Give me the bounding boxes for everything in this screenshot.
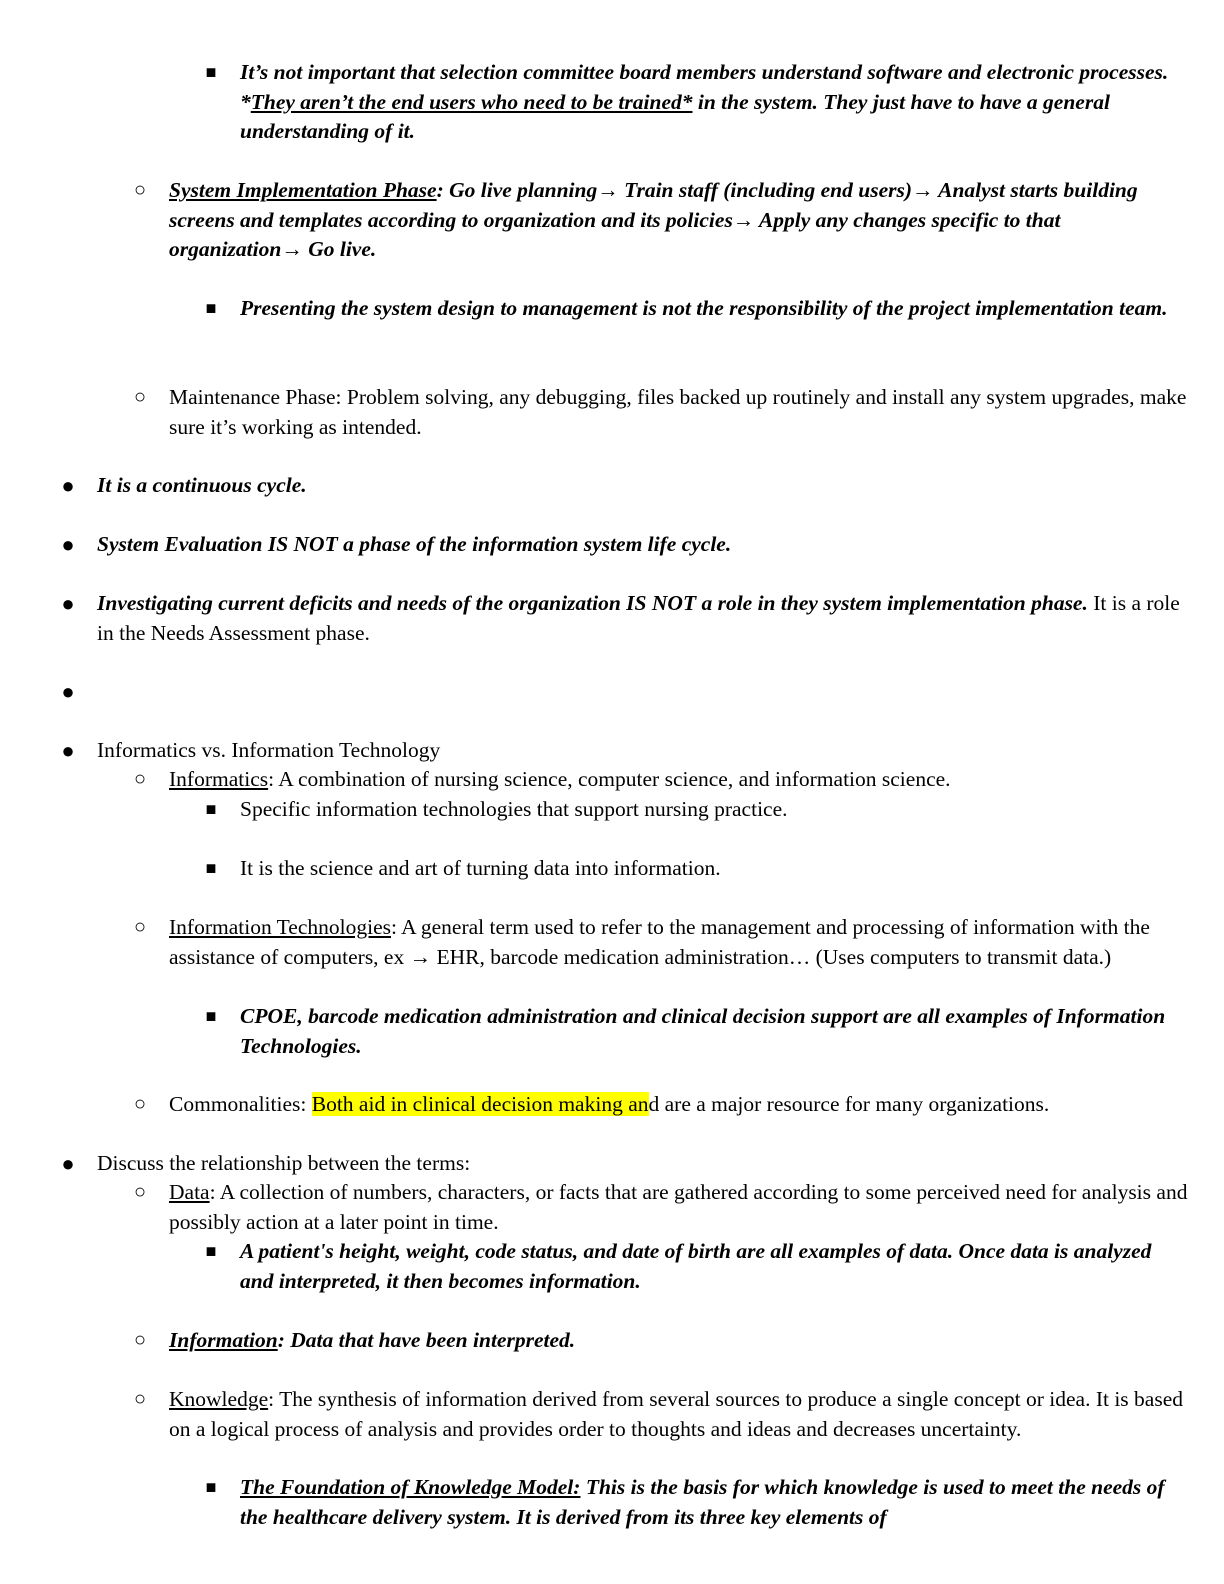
text-run: Discuss the relationship between the terms: — [97, 1151, 471, 1175]
bullet-square-icon: ■ — [205, 799, 217, 819]
text-run: Specific information technologies that support nursing practice. — [240, 797, 788, 821]
bullet-disc-icon: ● — [61, 532, 75, 557]
text-run: Knowledge — [169, 1387, 269, 1411]
list-item-text — [97, 530, 1190, 560]
list-item-text — [240, 1473, 1190, 1532]
bullet-circle-icon: ○ — [133, 768, 147, 790]
list-item-text — [169, 1090, 1190, 1120]
list-item-text — [97, 1149, 1190, 1179]
text-run: : Go live planning→ Train staff (including end users)→ Analyst starts building screens and templates according to organization and its policies→ Apply any changes specific to that organization→ Go live. — [169, 178, 1138, 261]
bullet-circle-icon: ○ — [133, 1181, 147, 1203]
text-run: It is the science and art of turning data into information. — [240, 856, 721, 880]
text-run: Data — [169, 1180, 210, 1204]
text-run: d are a major resource for many organizations. — [648, 1092, 1050, 1116]
bullet-square-icon: ■ — [205, 1241, 217, 1261]
text-run: It is a role in the Needs Assessment phase. — [97, 591, 1180, 645]
bullet-disc-icon: ● — [61, 591, 75, 616]
list-item-text — [240, 854, 1190, 884]
bullet-circle-icon: ○ — [133, 179, 147, 201]
list-item-text — [97, 589, 1190, 648]
list-item-text — [240, 58, 1190, 147]
bullet-circle-icon: ○ — [133, 1093, 147, 1115]
text-run: : The synthesis of information derived from several sources to produce a single concept or idea. It is based on a logical process of analysis and provides order to thoughts and ideas and decreases uncertainty. — [169, 1387, 1183, 1441]
text-run: Informatics — [169, 767, 269, 791]
text-run: It’s not important that selection committee board members understand software and electronic processes. * — [240, 60, 1169, 114]
text-run: It is a continuous cycle. — [97, 473, 307, 497]
list-item-text — [240, 294, 1190, 324]
bullet-disc-icon: ● — [61, 473, 75, 498]
bullet-disc-icon: ● — [61, 679, 75, 704]
text-run: : A combination of nursing science, computer science, and information science. — [268, 767, 951, 791]
bullet-disc-icon: ● — [61, 738, 75, 763]
text-run: Commonalities: — [169, 1092, 312, 1116]
bullet-disc-icon: ● — [61, 1151, 75, 1176]
list-item-text — [169, 913, 1190, 972]
list-item-text — [169, 1178, 1190, 1237]
text-run: Information — [169, 1328, 278, 1352]
bullet-square-icon: ■ — [205, 1477, 217, 1497]
bullet-square-icon: ■ — [205, 1006, 217, 1026]
text-run: : A collection of numbers, characters, or facts that are gathered according to some perceived need for analysis and possibly action at a later point in time. — [169, 1180, 1188, 1234]
text-run: A patient's height, weight, code status, and date of birth are all examples of data. Once data is analyzed and interpreted, it then becomes information. — [240, 1239, 1152, 1293]
text-run: This is the basis for which knowledge is used to meet the needs of the healthcare delivery system. It is derived from its three key elements of — [240, 1475, 1165, 1529]
list-item-text — [169, 1326, 1190, 1356]
bullet-circle-icon: ○ — [133, 1329, 147, 1351]
bullet-square-icon: ■ — [205, 858, 217, 878]
list-item-text — [169, 176, 1190, 265]
list-item-text — [97, 736, 1190, 766]
bullet-square-icon: ■ — [205, 298, 217, 318]
text-run: CPOE, barcode medication administration and clinical decision support are all examples of Information Technologies. — [240, 1004, 1166, 1058]
bullet-square-icon: ■ — [205, 62, 217, 82]
text-run: : Data that have been interpreted. — [277, 1328, 576, 1352]
list-item-text — [97, 471, 1190, 501]
bullet-circle-icon: ○ — [133, 1388, 147, 1410]
list-item-text — [240, 795, 1190, 825]
text-run: System Implementation Phase — [169, 178, 437, 202]
list-item-text — [169, 765, 1190, 795]
text-run: Maintenance Phase: Problem solving, any debugging, files backed up routinely and install any system upgrades, make sure it’s working as intended. — [169, 385, 1187, 439]
bullet-circle-icon: ○ — [133, 386, 147, 408]
list-item-text — [240, 1002, 1190, 1061]
text-run: : A general term used to refer to the management and processing of information with the assistance of computers, ex → EHR, barcode medication administration… (Uses computers to transmit data.) — [169, 915, 1150, 969]
text-run: Investigating current deficits and needs of the organization IS NOT a role in they system implementation phase. — [97, 591, 1088, 615]
text-run: The Foundation of Knowledge Model: — [240, 1475, 581, 1499]
text-run: Informatics vs. Information Technology — [97, 738, 441, 762]
text-run: Information Technologies — [169, 915, 392, 939]
text-run: Both aid in clinical decision making an — [311, 1092, 649, 1116]
text-run: in the system. They just have to have a general understanding of it. — [240, 89, 1110, 143]
bullet-circle-icon: ○ — [133, 916, 147, 938]
list-item-text — [169, 383, 1190, 442]
list-item-text — [240, 1237, 1190, 1296]
text-run: They aren’t the end users who need to be trained* — [250, 89, 693, 114]
list-item-text — [169, 1385, 1190, 1444]
text-run: System Evaluation IS NOT a phase of the information system life cycle. — [97, 532, 732, 556]
text-run: Presenting the system design to management is not the responsibility of the project implementation team. — [240, 296, 1168, 320]
